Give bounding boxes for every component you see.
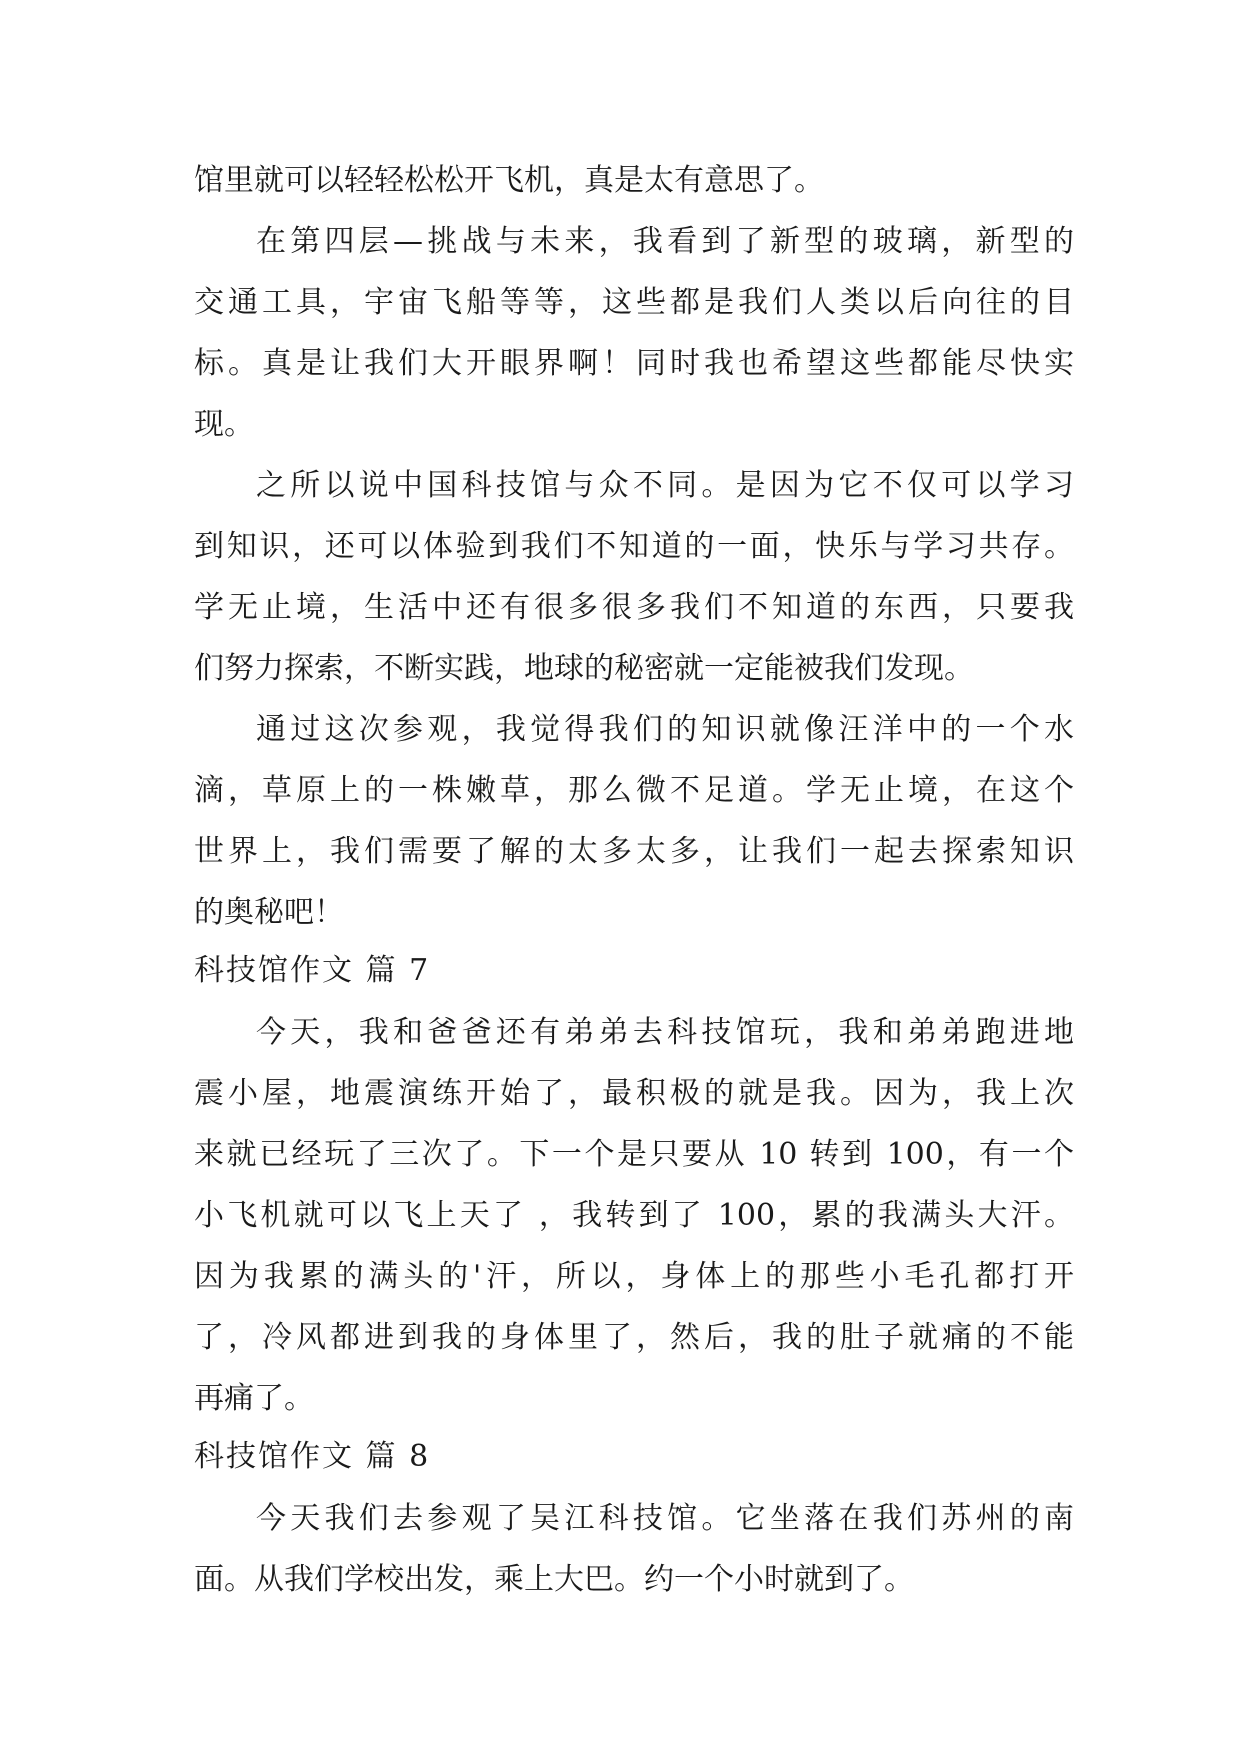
paragraph-visit-conclusion xyxy=(194,699,1074,943)
text-line: 滴，草原上的一株嫩草，那么微不足道。学无止境，在这个 xyxy=(194,773,1074,808)
document-page xyxy=(194,150,1074,1610)
text-line: 的奥秘吧！ xyxy=(194,895,344,930)
paragraph-different xyxy=(194,455,1074,699)
text-line: 了，冷风都进到我的身体里了，然后，我的肚子就痛的不能 xyxy=(194,1320,1074,1355)
section-heading-7: 科技馆作文 篇 7 xyxy=(194,953,431,988)
text-line: 小飞机就可以飞上天了 ，我转到了 100，累的我满头大汗。 xyxy=(194,1198,1074,1233)
text-line: 今天，我和爸爸还有弟弟去科技馆玩，我和弟弟跑进地 xyxy=(256,1015,1074,1050)
text-line: 之所以说中国科技馆与众不同。是因为它不仅可以学习 xyxy=(256,468,1074,503)
section-heading-8: 科技馆作文 篇 8 xyxy=(194,1439,431,1474)
text-line: 通过这次参观，我觉得我们的知识就像汪洋中的一个水 xyxy=(256,712,1074,747)
text-line: 到知识，还可以体验到我们不知道的一面，快乐与学习共存。 xyxy=(194,529,1074,564)
text-line: 标。真是让我们大开眼界啊！同时我也希望这些都能尽快实 xyxy=(194,346,1074,381)
paragraph-earthquake-room xyxy=(194,1002,1074,1429)
text-line: 们努力探索，不断实践，地球的秘密就一定能被我们发现。 xyxy=(194,651,974,686)
text-line: 馆里就可以轻轻松松开飞机，真是太有意思了。 xyxy=(194,163,824,198)
text-line: 现。 xyxy=(194,407,254,442)
text-line: 来就已经玩了三次了。下一个是只要从 10 转到 100，有一个 xyxy=(194,1137,1074,1172)
text-line: 今天我们去参观了吴江科技馆。它坐落在我们苏州的南 xyxy=(256,1501,1074,1536)
text-line: 面。从我们学校出发，乘上大巴。约一个小时就到了。 xyxy=(194,1562,914,1597)
paragraph-wujiang-museum xyxy=(194,1488,1074,1610)
text-line: 因为我累的满头的'汗，所以，身体上的那些小毛孔都打开 xyxy=(194,1259,1074,1294)
paragraph-fourth-floor xyxy=(194,211,1074,455)
paragraph-continuation xyxy=(194,150,1074,211)
text-line: 学无止境，生活中还有很多很多我们不知道的东西，只要我 xyxy=(194,590,1074,625)
text-line: 震小屋，地震演练开始了，最积极的就是我。因为，我上次 xyxy=(194,1076,1074,1111)
text-line: 再痛了。 xyxy=(194,1381,314,1416)
text-line: 交通工具，宇宙飞船等等，这些都是我们人类以后向往的目 xyxy=(194,285,1074,320)
text-line: 在第四层—挑战与未来，我看到了新型的玻璃，新型的 xyxy=(256,224,1074,259)
text-line: 世界上，我们需要了解的太多太多，让我们一起去探索知识 xyxy=(194,834,1074,869)
